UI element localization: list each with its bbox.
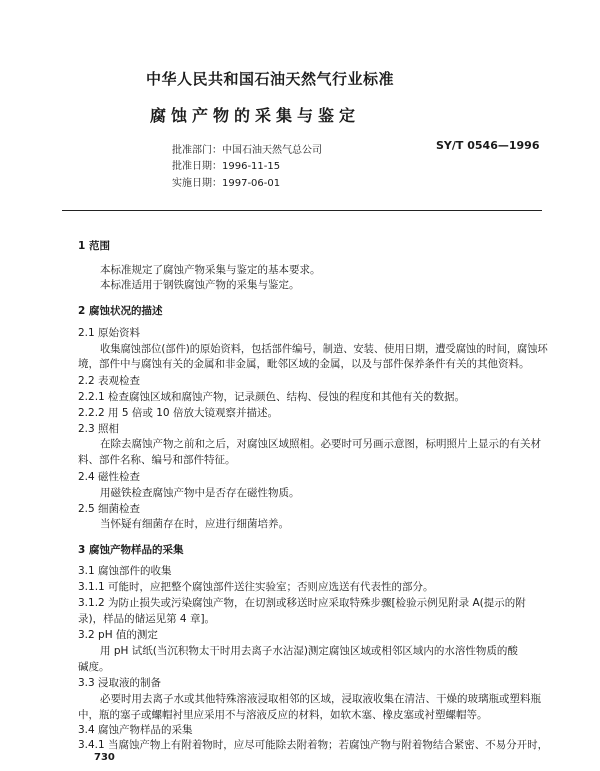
section-2-2-heading: 2.2 表观检查 — [78, 375, 141, 387]
section-2-3-heading: 2.3 照相 — [78, 423, 120, 435]
page-number: 730 — [94, 752, 115, 763]
section-3-4-heading: 3.4 腐蚀产物样品的采集 — [78, 724, 193, 736]
section-3-4-1: 3.4.1 当腐蚀产物上有附着物时，应尽可能除去附着物；若腐蚀产物与附着物结合紧密、不易分开时， — [78, 739, 549, 751]
section-2-3-line-2: 料、部件名称、编号和部件特征。 — [78, 454, 236, 466]
section-2-4-text: 用磁铁检查腐蚀产物中是否存在磁性物质。 — [100, 487, 300, 499]
section-2-1-line-2: 境，部件中与腐蚀有关的金属和非金属，毗邻区域的金属，以及与部件保养条件有关的其他资料。 — [78, 358, 530, 370]
approved-date: 批准日期：1996-11-15 — [172, 161, 281, 172]
section-1-paragraph-2: 本标准适用于钢铁腐蚀产物的采集与鉴定。 — [100, 279, 300, 291]
section-3-3-line-1: 必要时用去离子水或其他特殊溶液浸取相邻的区域，浸取液收集在清洁、干燥的玻璃瓶或塑料瓶 — [100, 693, 541, 705]
section-2-5-heading: 2.5 细菌检查 — [78, 503, 141, 515]
effective-date: 实施日期：1997-06-01 — [172, 178, 281, 189]
section-3-2-line-2: 碱度。 — [78, 661, 110, 673]
document-title: 腐蚀产物的采集与鉴定 — [150, 106, 361, 125]
section-3-1-1: 3.1.1 可能时，应把整个腐蚀部件送往实验室；否则应选送有代表性的部分。 — [78, 581, 434, 593]
section-1-paragraph-1: 本标准规定了腐蚀产物采集与鉴定的基本要求。 — [100, 264, 321, 276]
section-3-1-heading: 3.1 腐蚀部件的收集 — [78, 565, 172, 577]
section-2-4-heading: 2.4 磁性检查 — [78, 471, 141, 483]
section-3-3-heading: 3.3 浸取液的制备 — [78, 677, 162, 689]
section-2-5-text: 当怀疑有细菌存在时，应进行细菌培养。 — [100, 518, 289, 530]
section-3-1-2-line-2: 录)，样品的储运见第 4 章]。 — [78, 613, 216, 625]
section-3-1-2-line-1: 3.1.2 为防止损失或污染腐蚀产物，在切割或移送时应采取特殊步骤[检验示例见附录 A(提示的附 — [78, 597, 526, 609]
section-3-heading: 3 腐蚀产物样品的采集 — [78, 544, 184, 556]
section-2-2-2: 2.2.2 用 5 倍或 10 倍放大镜观察并描述。 — [78, 407, 278, 419]
section-2-1-heading: 2.1 原始资料 — [78, 327, 141, 339]
section-1-heading: 1 范围 — [78, 240, 110, 252]
header-divider — [62, 210, 542, 211]
section-2-heading: 2 腐蚀状况的描述 — [78, 305, 163, 317]
section-3-2-heading: 3.2 pH 值的测定 — [78, 629, 158, 641]
section-2-3-line-1: 在除去腐蚀产物之前和之后，对腐蚀区域照相。必要时可另画示意图，标明照片上显示的有关材 — [100, 438, 541, 450]
section-3-3-line-2: 中，瓶的塞子或螺帽衬里应采用不与溶液反应的材料，如软木塞、橡皮塞或衬塑螺帽等。 — [78, 709, 488, 721]
approved-by: 批准部门：中国石油天然气总公司 — [172, 145, 322, 156]
section-2-1-line-1: 收集腐蚀部位(部件)的原始资料，包括部件编号，制造、安装、使用日期，遭受腐蚀的时间，腐蚀环 — [100, 343, 548, 355]
section-2-2-1: 2.2.1 检查腐蚀区域和腐蚀产物，记录颜色、结构、侵蚀的程度和其他有关的数据。 — [78, 391, 466, 403]
section-3-2-line-1: 用 pH 试纸(当沉积物太干时用去离子水沾湿)测定腐蚀区域或相邻区域内的水溶性物质的酸 — [100, 645, 518, 657]
standard-body-header: 中华人民共和国石油天然气行业标准 — [146, 70, 395, 88]
standard-code: SY/T 0546—1996 — [436, 139, 540, 152]
